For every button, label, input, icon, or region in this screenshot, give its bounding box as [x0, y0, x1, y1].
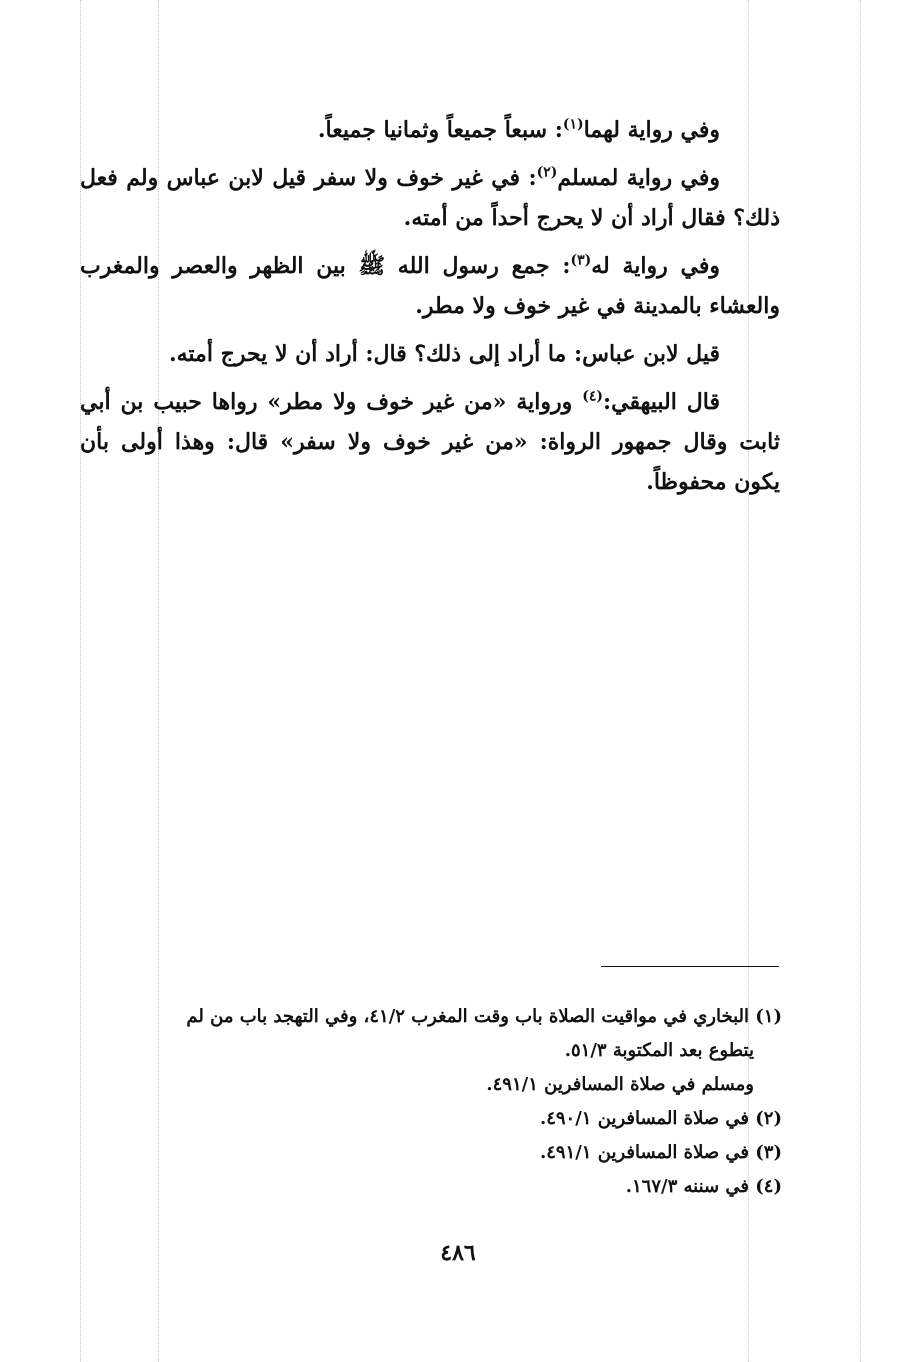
paragraph-4 [80, 334, 780, 374]
paragraph-5 [80, 382, 780, 502]
footnote-ref-1: (١) [562, 116, 584, 133]
paragraph-1 [80, 110, 780, 150]
footnote-ref-2: (٢) [536, 164, 558, 181]
paragraph-5-intro: قال البيهقي: [603, 389, 720, 415]
footnote-ref-3: (٣) [570, 252, 592, 269]
main-text [80, 110, 780, 510]
paragraph-2-intro: وفي رواية لمسلم [557, 165, 720, 191]
footnote-1-line-3: ومسلم في صلاة المسافرين ٤٩١/١. [486, 1074, 754, 1095]
paragraph-3-body: : جمع رسول الله ﷺ بين الظهر والعصر والمغرب والعشاء بالمدينة في غير خوف ولا مطر. [80, 253, 780, 319]
footnote-3: (٣) في صلاة المسافرين ٤٩١/١. [539, 1142, 782, 1163]
paragraph-1-body: : سبعاً جميعاً وثمانيا جميعاً. [317, 117, 563, 143]
paragraph-4-body: قيل لابن عباس: ما أراد إلى ذلك؟ قال: أراد أن لا يحرج أمته. [168, 341, 720, 367]
paragraph-5-body: ورواية «من غير خوف ولا مطر» رواها حبيب بن أبي ثابت وقال جمهور الرواة: «من غير خوف ولا سفر» قال: وهذا أولى بأن يكون محفوظاً. [80, 389, 780, 495]
page-number: ٤٨٦ [440, 1240, 476, 1266]
footnote-1-line-2: يتطوع بعد المكتوبة ٥١/٣. [564, 1040, 754, 1061]
footnote-ref-4: (٤) [582, 388, 604, 405]
paragraph-1-intro: وفي رواية لهما [583, 117, 720, 143]
footnote-4: (٤) في سننه ١٦٧/٣. [625, 1176, 782, 1197]
paragraph-3 [80, 246, 780, 326]
paragraph-3-intro: وفي رواية له [591, 253, 720, 279]
footnote-2: (٢) في صلاة المسافرين ٤٩٠/١. [539, 1108, 782, 1129]
scan-guide-line [860, 0, 861, 1362]
paragraph-2-body: : في غير خوف ولا سفر قيل لابن عباس ولم فعل ذلك؟ فقال أراد أن لا يحرج أحداً من أمته. [80, 165, 780, 231]
footnote-separator [601, 966, 779, 967]
footnote-1-line-1: (١) البخاري في مواقيت الصلاة باب وقت المغرب ٤١/٢، وفي التهجد باب من لم [186, 1006, 782, 1027]
footnotes [80, 1000, 782, 1204]
paragraph-2 [80, 158, 780, 238]
